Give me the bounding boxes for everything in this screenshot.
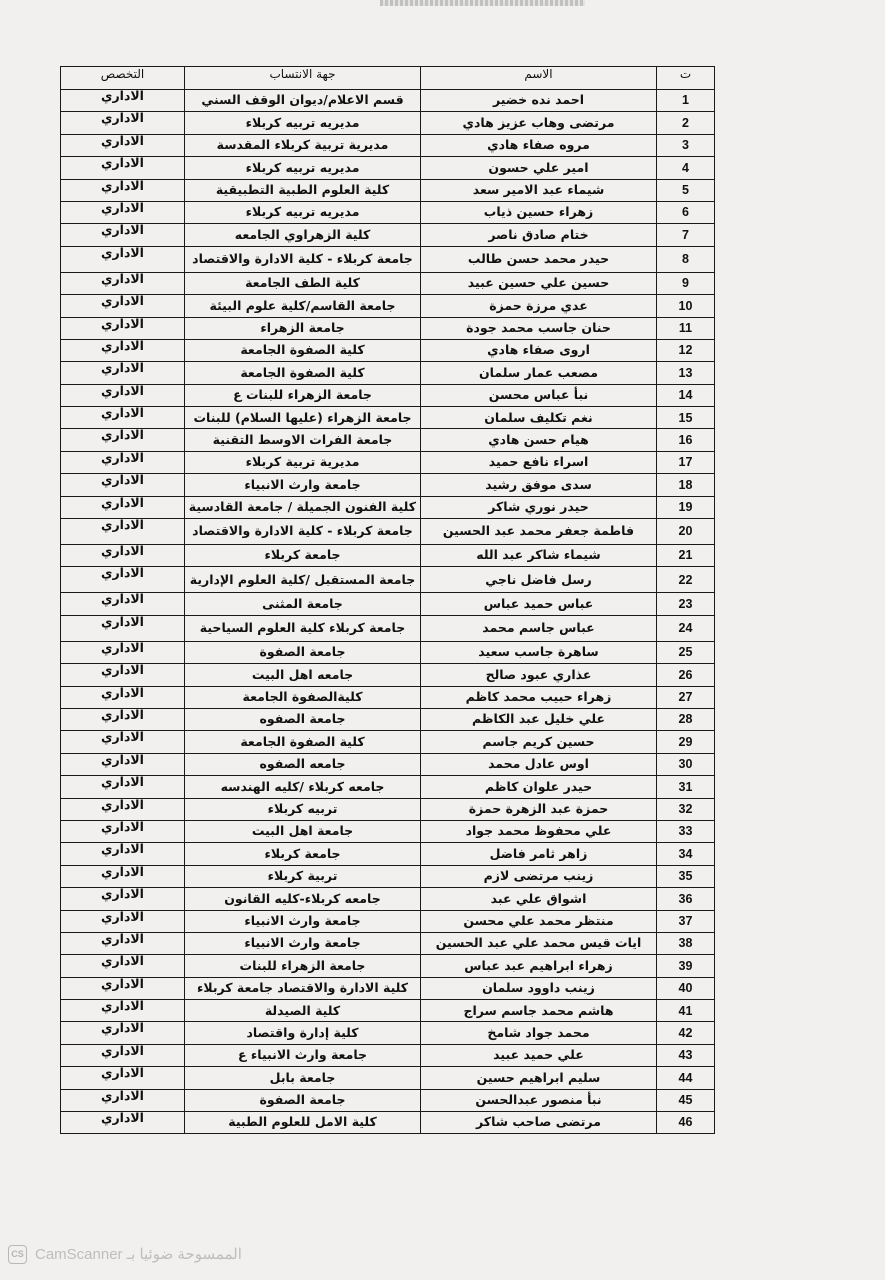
table-row (61, 686, 715, 708)
row-name: فاطمة جعفر محمد عبد الحسين (421, 519, 657, 545)
row-affiliation: جامعة اهل البيت (185, 820, 421, 842)
scan-header-smudge (380, 0, 585, 6)
row-affiliation: جامعه الصفوه (185, 753, 421, 775)
row-specialty: الاداري (61, 496, 185, 518)
table-row (61, 1067, 715, 1089)
row-affiliation: جامعة كربلاء (185, 545, 421, 567)
row-specialty: الاداري (61, 1067, 185, 1089)
row-affiliation: جامعة وارث الانبياء (185, 910, 421, 932)
row-number: 37 (657, 910, 715, 932)
table-row (61, 451, 715, 473)
header-number: ت (657, 67, 715, 90)
row-specialty: الاداري (61, 134, 185, 156)
row-number: 40 (657, 977, 715, 999)
row-number: 9 (657, 272, 715, 294)
row-specialty: الاداري (61, 545, 185, 567)
table-row (61, 865, 715, 887)
row-specialty: الاداري (61, 429, 185, 451)
row-specialty: الاداري (61, 731, 185, 753)
row-affiliation: قسم الاعلام/ديوان الوقف السني (185, 90, 421, 112)
table-body (61, 90, 715, 1134)
row-name: عباس جاسم محمد (421, 615, 657, 641)
row-specialty: الاداري (61, 567, 185, 593)
row-name: زاهر ثامر فاضل (421, 843, 657, 865)
row-name: زهراء حسين ذياب (421, 201, 657, 223)
row-specialty: الاداري (61, 201, 185, 223)
row-specialty: الاداري (61, 272, 185, 294)
row-name: حسين علي حسين عبيد (421, 272, 657, 294)
row-affiliation: كلية العلوم الطبية التطبيقية (185, 179, 421, 201)
row-number: 43 (657, 1044, 715, 1066)
participants-table (60, 66, 715, 1134)
row-number: 39 (657, 955, 715, 977)
row-specialty: الاداري (61, 865, 185, 887)
row-affiliation: مديريه تربيه كربلاء (185, 157, 421, 179)
row-affiliation: جامعة الزهراء للبنات (185, 955, 421, 977)
row-affiliation: جامعة وارث الانبياء (185, 932, 421, 954)
table-row (61, 593, 715, 615)
row-specialty: الاداري (61, 179, 185, 201)
row-name: هاشم محمد جاسم سراج (421, 1000, 657, 1022)
row-number: 13 (657, 362, 715, 384)
row-affiliation: جامعة وارث الانبياء ع (185, 1044, 421, 1066)
row-number: 45 (657, 1089, 715, 1111)
row-number: 28 (657, 708, 715, 730)
row-specialty: الاداري (61, 519, 185, 545)
row-number: 2 (657, 112, 715, 134)
row-affiliation: كلية الصفوة الجامعة (185, 339, 421, 361)
row-number: 34 (657, 843, 715, 865)
table-row (61, 201, 715, 223)
row-number: 29 (657, 731, 715, 753)
row-name: عدي مرزة حمزة (421, 295, 657, 317)
row-affiliation: جامعة الصفوة (185, 641, 421, 663)
row-affiliation: كلية الطف الجامعة (185, 272, 421, 294)
row-specialty: الاداري (61, 246, 185, 272)
row-number: 21 (657, 545, 715, 567)
table-row (61, 407, 715, 429)
row-number: 16 (657, 429, 715, 451)
row-affiliation: جامعة المثنى (185, 593, 421, 615)
row-affiliation: كلية إدارة واقتصاد (185, 1022, 421, 1044)
row-affiliation: كلية الادارة والاقتصاد جامعة كربلاء (185, 977, 421, 999)
table-row (61, 820, 715, 842)
row-specialty: الاداري (61, 317, 185, 339)
row-name: مرتضى صاحب شاكر (421, 1112, 657, 1134)
row-name: علي حميد عبيد (421, 1044, 657, 1066)
row-number: 30 (657, 753, 715, 775)
row-number: 6 (657, 201, 715, 223)
row-number: 46 (657, 1112, 715, 1134)
row-affiliation: جامعة الصفوة (185, 1089, 421, 1111)
row-affiliation: مديريه تربيه كربلاء (185, 201, 421, 223)
row-affiliation: مديرية تربية كربلاء المقدسة (185, 134, 421, 156)
table-row (61, 798, 715, 820)
row-specialty: الاداري (61, 641, 185, 663)
row-name: حمزة عبد الزهرة حمزة (421, 798, 657, 820)
row-specialty: الاداري (61, 90, 185, 112)
row-affiliation: كلية الصفوة الجامعة (185, 731, 421, 753)
row-specialty: الاداري (61, 1000, 185, 1022)
table-row (61, 641, 715, 663)
row-affiliation: جامعه اهل البيت (185, 664, 421, 686)
row-specialty: الاداري (61, 593, 185, 615)
row-number: 22 (657, 567, 715, 593)
row-affiliation: جامعة المستقبل /كلية العلوم الإدارية (185, 567, 421, 593)
table-row (61, 1044, 715, 1066)
header-name: الاسم (421, 67, 657, 90)
table-row (61, 112, 715, 134)
row-specialty: الاداري (61, 339, 185, 361)
row-specialty: الاداري (61, 843, 185, 865)
row-name: هيام حسن هادي (421, 429, 657, 451)
table-row (61, 955, 715, 977)
table-row (61, 1000, 715, 1022)
row-affiliation: جامعه كربلاء /كليه الهندسه (185, 776, 421, 798)
row-name: حيدر نوري شاكر (421, 496, 657, 518)
table-row (61, 134, 715, 156)
table-row (61, 888, 715, 910)
table-row (61, 932, 715, 954)
row-number: 26 (657, 664, 715, 686)
row-number: 17 (657, 451, 715, 473)
row-number: 18 (657, 474, 715, 496)
row-specialty: الاداري (61, 615, 185, 641)
row-affiliation: كلية الصيدلة (185, 1000, 421, 1022)
row-specialty: الاداري (61, 1022, 185, 1044)
row-specialty: الاداري (61, 776, 185, 798)
row-name: نغم تكليف سلمان (421, 407, 657, 429)
row-number: 12 (657, 339, 715, 361)
row-specialty: الاداري (61, 451, 185, 473)
row-number: 44 (657, 1067, 715, 1089)
row-number: 20 (657, 519, 715, 545)
table-row (61, 753, 715, 775)
row-name: حنان جاسب محمد جودة (421, 317, 657, 339)
row-affiliation: جامعة كربلاء (185, 843, 421, 865)
row-name: ايات قيس محمد علي عبد الحسين (421, 932, 657, 954)
row-specialty: الاداري (61, 112, 185, 134)
table-row (61, 362, 715, 384)
table-row (61, 545, 715, 567)
row-affiliation: تربية كربلاء (185, 865, 421, 887)
row-affiliation: جامعة كربلاء كلية العلوم السياحية (185, 615, 421, 641)
row-specialty: الاداري (61, 224, 185, 246)
row-number: 19 (657, 496, 715, 518)
table-row (61, 519, 715, 545)
table-row (61, 272, 715, 294)
row-specialty: الاداري (61, 977, 185, 999)
row-number: 42 (657, 1022, 715, 1044)
row-number: 5 (657, 179, 715, 201)
row-number: 15 (657, 407, 715, 429)
table-row (61, 384, 715, 406)
row-number: 36 (657, 888, 715, 910)
row-number: 4 (657, 157, 715, 179)
row-number: 10 (657, 295, 715, 317)
table-row (61, 843, 715, 865)
table-row (61, 224, 715, 246)
row-specialty: الاداري (61, 1044, 185, 1066)
header-affiliation: جهة الانتساب (185, 67, 421, 90)
row-name: ساهرة جاسب سعيد (421, 641, 657, 663)
scanner-watermark-text: الممسوحة ضوئيا بـ CamScanner (35, 1246, 242, 1263)
row-number: 32 (657, 798, 715, 820)
row-number: 31 (657, 776, 715, 798)
row-affiliation: جامعة كربلاء - كلية الادارة والاقتصاد (185, 519, 421, 545)
row-name: اشواق علي عبد (421, 888, 657, 910)
table-row (61, 1022, 715, 1044)
row-affiliation: جامعة بابل (185, 1067, 421, 1089)
row-name: زهراء حبيب محمد كاظم (421, 686, 657, 708)
row-number: 7 (657, 224, 715, 246)
row-name: عذاري عبود صالح (421, 664, 657, 686)
row-affiliation: جامعة الزهراء (عليها السلام) للبنات (185, 407, 421, 429)
table-row (61, 339, 715, 361)
row-affiliation: كلية الامل للعلوم الطبية (185, 1112, 421, 1134)
row-affiliation: كلية الزهراوي الجامعه (185, 224, 421, 246)
row-number: 33 (657, 820, 715, 842)
row-number: 8 (657, 246, 715, 272)
row-affiliation: جامعة الصفوه (185, 708, 421, 730)
row-specialty: الاداري (61, 686, 185, 708)
row-affiliation: مديرية تربية كربلاء (185, 451, 421, 473)
row-affiliation: تربيه كربلاء (185, 798, 421, 820)
row-specialty: الاداري (61, 157, 185, 179)
row-name: زهراء ابراهيم عبد عباس (421, 955, 657, 977)
row-number: 25 (657, 641, 715, 663)
table-row (61, 664, 715, 686)
row-affiliation: جامعه كربلاء-كليه القانون (185, 888, 421, 910)
table-row (61, 474, 715, 496)
row-affiliation: كلية الصفوة الجامعة (185, 362, 421, 384)
scanner-footer (8, 1244, 242, 1264)
row-name: نبأ منصور عبدالحسن (421, 1089, 657, 1111)
row-name: منتظر محمد علي محسن (421, 910, 657, 932)
row-specialty: الاداري (61, 888, 185, 910)
row-number: 27 (657, 686, 715, 708)
row-name: حسين كريم جاسم (421, 731, 657, 753)
row-specialty: الاداري (61, 407, 185, 429)
row-name: نبأ عباس محسن (421, 384, 657, 406)
table-row (61, 567, 715, 593)
row-number: 11 (657, 317, 715, 339)
row-name: مصعب عمار سلمان (421, 362, 657, 384)
table-row (61, 246, 715, 272)
row-specialty: الاداري (61, 708, 185, 730)
row-specialty: الاداري (61, 384, 185, 406)
row-name: مرتضى وهاب عزيز هادي (421, 112, 657, 134)
row-number: 1 (657, 90, 715, 112)
row-number: 24 (657, 615, 715, 641)
row-affiliation: جامعة كربلاء - كلية الادارة والاقتصاد (185, 246, 421, 272)
row-name: اروى صفاء هادي (421, 339, 657, 361)
row-affiliation: جامعة الفرات الاوسط التقنية (185, 429, 421, 451)
row-specialty: الاداري (61, 955, 185, 977)
row-specialty: الاداري (61, 1112, 185, 1134)
row-name: اوس عادل محمد (421, 753, 657, 775)
table-row (61, 776, 715, 798)
row-affiliation: جامعة وارث الانبياء (185, 474, 421, 496)
row-name: محمد جواد شامخ (421, 1022, 657, 1044)
row-affiliation: مديريه تربيه كربلاء (185, 112, 421, 134)
row-name: اسراء نافع حميد (421, 451, 657, 473)
row-name: سليم ابراهيم حسين (421, 1067, 657, 1089)
row-affiliation: كلية الفنون الجميلة / جامعة القادسية (185, 496, 421, 518)
row-specialty: الاداري (61, 362, 185, 384)
header-specialty: التخصص (61, 67, 185, 90)
row-name: حيدر محمد حسن طالب (421, 246, 657, 272)
table-row (61, 615, 715, 641)
table-row (61, 977, 715, 999)
row-name: امير علي حسون (421, 157, 657, 179)
row-name: ختام صادق ناصر (421, 224, 657, 246)
row-name: احمد نده خضير (421, 90, 657, 112)
row-specialty: الاداري (61, 932, 185, 954)
row-affiliation: جامعة القاسم/كلية علوم البيئة (185, 295, 421, 317)
row-specialty: الاداري (61, 753, 185, 775)
row-name: علي محفوظ محمد جواد (421, 820, 657, 842)
row-name: مروه صفاء هادي (421, 134, 657, 156)
table-row (61, 429, 715, 451)
row-specialty: الاداري (61, 474, 185, 496)
row-number: 23 (657, 593, 715, 615)
row-specialty: الاداري (61, 1089, 185, 1111)
table-row (61, 1112, 715, 1134)
row-specialty: الاداري (61, 664, 185, 686)
row-name: زينب مرتضى لازم (421, 865, 657, 887)
table-row (61, 317, 715, 339)
table-header (61, 67, 715, 90)
row-affiliation: جامعة الزهراء للبنات ع (185, 384, 421, 406)
row-name: علي خليل عبد الكاظم (421, 708, 657, 730)
table-row (61, 910, 715, 932)
row-number: 35 (657, 865, 715, 887)
row-name: عباس حميد عباس (421, 593, 657, 615)
camscanner-logo-icon: CS (8, 1245, 27, 1264)
row-name: رسل فاضل ناجي (421, 567, 657, 593)
row-name: زينب داوود سلمان (421, 977, 657, 999)
row-number: 38 (657, 932, 715, 954)
table-row (61, 708, 715, 730)
row-specialty: الاداري (61, 820, 185, 842)
table-row (61, 179, 715, 201)
row-specialty: الاداري (61, 295, 185, 317)
row-number: 14 (657, 384, 715, 406)
row-specialty: الاداري (61, 910, 185, 932)
table-row (61, 295, 715, 317)
row-number: 3 (657, 134, 715, 156)
table-row (61, 1089, 715, 1111)
table-row (61, 496, 715, 518)
row-name: شيماء عبد الامير سعد (421, 179, 657, 201)
row-name: سدى موفق رشيد (421, 474, 657, 496)
row-name: حيدر علوان كاظم (421, 776, 657, 798)
row-name: شيماء شاكر عبد الله (421, 545, 657, 567)
table-row (61, 90, 715, 112)
table-row (61, 731, 715, 753)
row-affiliation: جامعة الزهراء (185, 317, 421, 339)
row-specialty: الاداري (61, 798, 185, 820)
row-affiliation: كليةالصفوة الجامعة (185, 686, 421, 708)
row-number: 41 (657, 1000, 715, 1022)
table-row (61, 157, 715, 179)
